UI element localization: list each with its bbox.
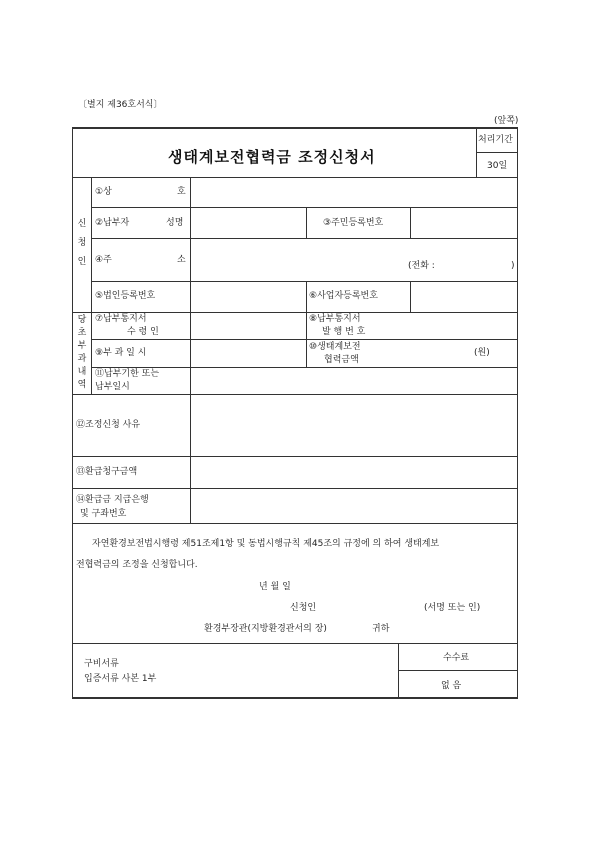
refund-account-input[interactable]: [191, 489, 517, 523]
due-date-input[interactable]: [191, 368, 517, 394]
required-docs-value: 입증서류 사본 1부: [84, 674, 157, 684]
form-title: 생태계보전협력금 조정신청서: [168, 148, 376, 166]
resident-number-input[interactable]: [411, 208, 517, 238]
form-id: 〔별지 제36호서식〕: [78, 100, 163, 110]
addressee-honorific: 귀하: [372, 624, 390, 634]
levy-amount-label-2: 협력금액: [324, 355, 359, 365]
notice-issue-number-label: ⑧납부통지서: [309, 314, 361, 324]
fee-value: 없 음: [441, 681, 462, 691]
due-date-label: ⑪납부기한 또는: [95, 369, 160, 379]
statement-line-2: 전협력금의 조정을 신청합니다.: [76, 560, 198, 570]
payer-name-label: 성명: [166, 218, 184, 228]
business-number-input[interactable]: [411, 282, 517, 312]
refund-amount-label: ⑬환급청구금액: [76, 467, 138, 477]
notice-issue-number-label-2: 발 행 번 호: [322, 327, 366, 337]
amount-unit: (원): [474, 348, 490, 358]
levy-date-label: ⑨부 과 일 시: [95, 348, 147, 358]
applicant-group-label: 신 청 인: [77, 219, 87, 267]
levy-group-label: 당 초 부 과 내 역: [77, 315, 87, 390]
notice-recipient-label-2: 수 령 인: [127, 327, 159, 337]
statement-line-1: 자연환경보전법시행령 제51조제1항 및 동법시행규칙 제45조의 규정에 의 하여 생태계보: [92, 539, 440, 549]
required-docs-label: 구비서류: [84, 659, 119, 669]
phone-label-end: ): [511, 261, 515, 271]
business-number-label: ⑥사업자등록번호: [309, 291, 378, 301]
processing-period-label: 처리기간: [478, 135, 513, 145]
phone-label: (전화 :: [408, 261, 435, 271]
payer-label: ②납부자: [95, 218, 130, 228]
resident-number-label: ③주민등록번호: [323, 218, 384, 228]
corporate-number-label: ⑤법인등록번호: [95, 291, 156, 301]
adjustment-reason-label: ⑫조정신청 사유: [76, 420, 141, 430]
fee-label: 수수료: [443, 653, 470, 663]
processing-period-value: 30일: [487, 161, 508, 171]
payer-name-input[interactable]: [191, 208, 306, 238]
address-input[interactable]: [191, 239, 517, 281]
refund-amount-input[interactable]: [191, 457, 517, 488]
page-side-mark: (앞쪽): [494, 116, 519, 126]
refund-bank-label: ⑭환급금 지급은행: [76, 495, 149, 505]
signature-field[interactable]: (서명 또는 인): [424, 603, 481, 613]
address-label-end: 소: [177, 255, 186, 265]
adjustment-reason-input[interactable]: [191, 395, 517, 456]
notice-recipient-label: ⑦납부통지서: [95, 314, 147, 324]
date-line: 년 월 일: [259, 582, 291, 592]
applicant-sign-label: 신청인: [290, 603, 317, 613]
levy-amount-input[interactable]: [411, 340, 517, 367]
refund-bank-label-2: 및 구좌번호: [80, 509, 127, 519]
trade-name-input[interactable]: [191, 178, 517, 207]
trade-name-label-end: 호: [177, 187, 186, 197]
trade-name-label: ①상: [95, 187, 112, 197]
addressee: 환경부장관(지방환경관서의 장): [204, 624, 327, 634]
address-label: ④주: [95, 255, 112, 265]
levy-date-input[interactable]: [191, 340, 306, 367]
corporate-number-input[interactable]: [191, 282, 306, 312]
notice-recipient-input[interactable]: [191, 313, 306, 339]
levy-amount-label: ⑩생태계보전: [309, 342, 361, 352]
due-date-label-2: 납부일시: [95, 382, 130, 392]
notice-issue-number-input[interactable]: [411, 313, 517, 339]
